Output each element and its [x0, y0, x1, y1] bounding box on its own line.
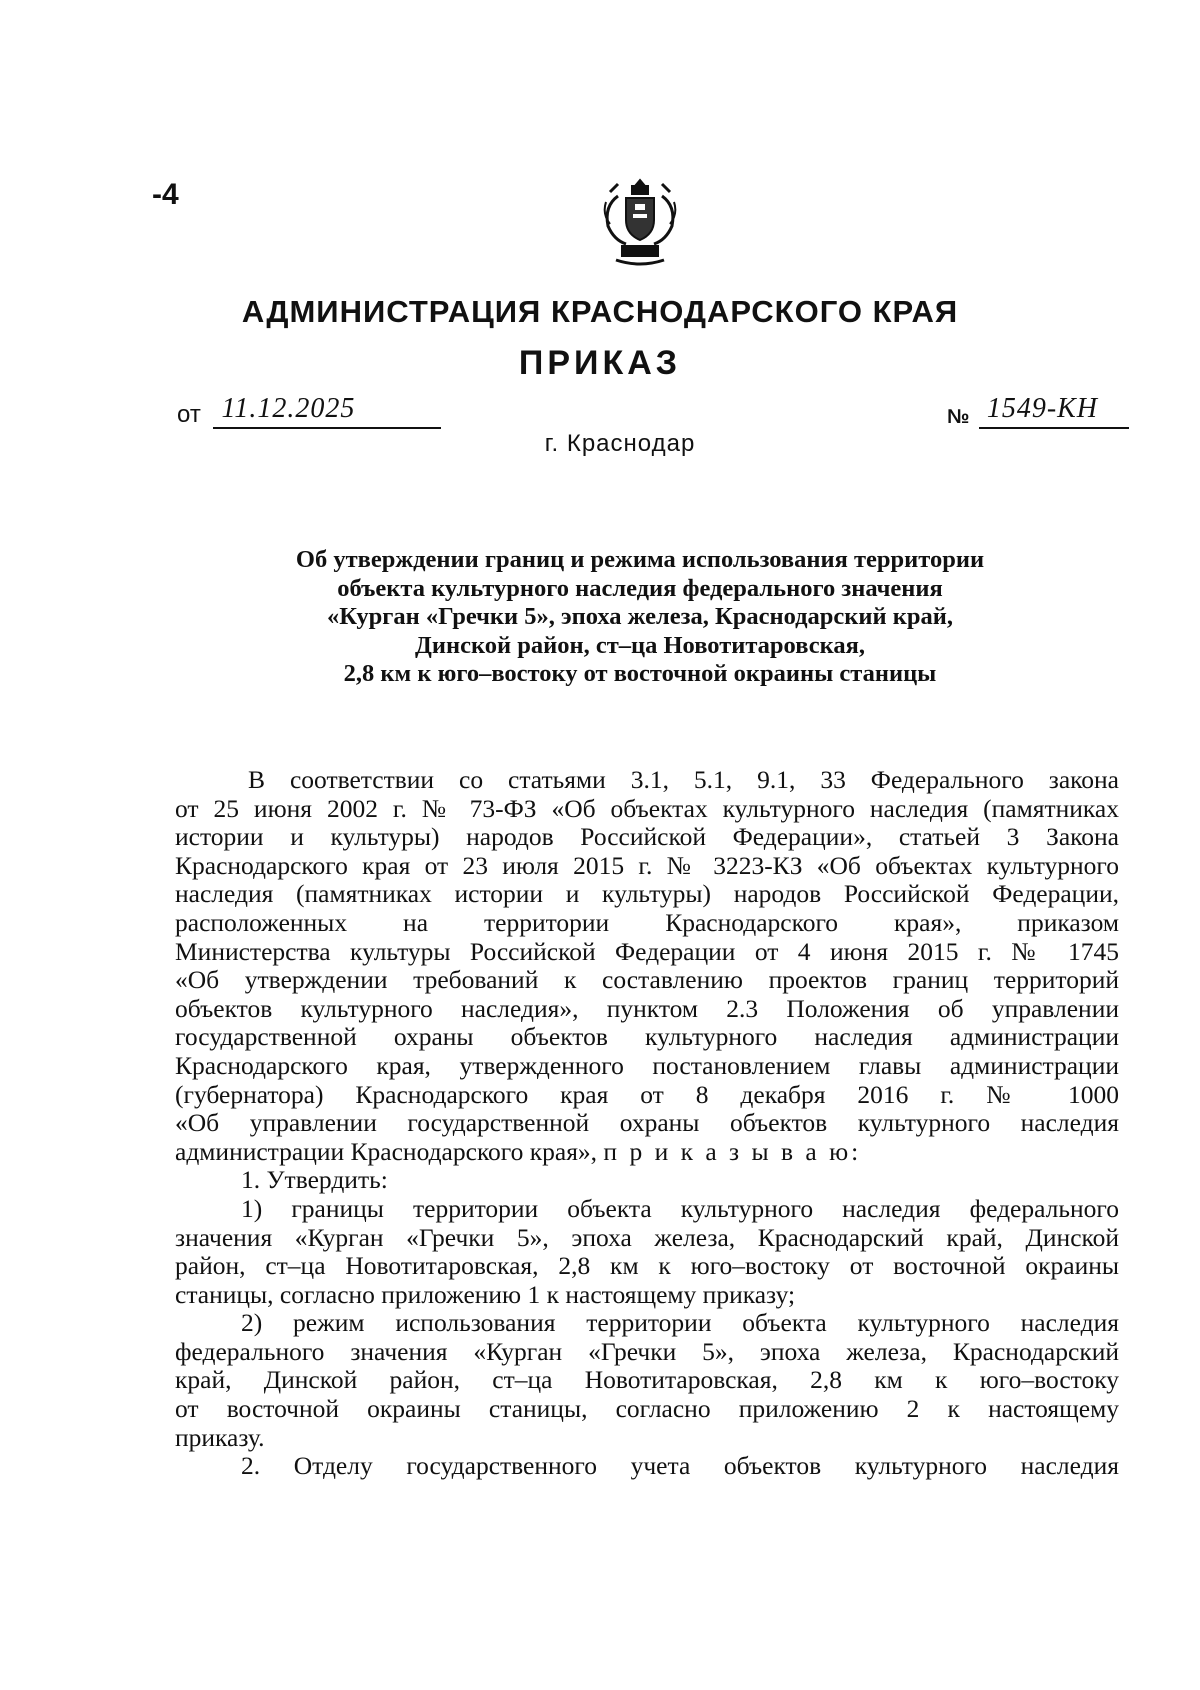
title-line: Об утверждении границ и режима использования территории	[295, 546, 985, 573]
sub-item-1-line: значения «Курган «Гречки 5», эпоха железа, Краснодарский край, Динской	[175, 1222, 1119, 1252]
sub-item-1-line: район, ст–ца Новотитаровская, 2,8 км к юго–востоку от восточной окраины	[175, 1251, 1119, 1281]
date-row	[177, 393, 441, 429]
coat-of-arms-emblem-icon	[600, 174, 680, 270]
body-line: расположенных на территории Краснодарского края», приказом	[175, 907, 1119, 937]
document-type: ПРИКАЗ	[518, 344, 682, 382]
body-line: объектов культурного наследия», пунктом 2.3 Положения об управлении	[175, 993, 1119, 1023]
sub-item-2-line: 2) режим использования территории объекта культурного наследия	[241, 1308, 1119, 1338]
city: г. Краснодар	[544, 430, 696, 457]
body-line: «Об утверждении требований к составлению проектов границ территорий	[175, 965, 1119, 995]
body-line-order	[175, 1138, 1119, 1167]
number-prefix: №	[947, 406, 970, 428]
body-line: «Об управлении государственной охраны объектов культурного наследия	[175, 1108, 1119, 1138]
date-prefix: от	[177, 401, 201, 428]
body-line: Краснодарского края от 23 июля 2015 г. № 3223-КЗ «Об объектах культурного	[175, 850, 1119, 880]
body-line: истории и культуры) народов Российской Федерации», статьей 3 Закона	[175, 822, 1119, 852]
body-line: (губернатора) Краснодарского края от 8 декабря 2016 г. № 1000	[175, 1079, 1119, 1109]
number-field	[979, 393, 1129, 429]
order-word: п р и к а з ы в а ю:	[603, 1136, 862, 1166]
title-line: «Курган «Гречки 5», эпоха железа, Краснодарский край,	[327, 603, 953, 630]
number-row	[947, 393, 1129, 429]
body-line: государственной охраны объектов культурного наследия администрации	[175, 1022, 1119, 1052]
organization-name: АДМИНИСТРАЦИЯ КРАСНОДАРСКОГО КРАЯ	[241, 294, 959, 329]
corner-mark: -4	[152, 178, 179, 211]
document-body	[175, 766, 1119, 1481]
body-line: от 25 июня 2002 г. № 73-ФЗ «Об объектах культурного наследия (памятниках	[175, 793, 1119, 823]
handwritten-number: 1549-КН	[986, 393, 1098, 424]
sub-item-2-line: приказу.	[175, 1422, 265, 1452]
item-2-line: 2. Отделу государственного учета объектов культурного наследия	[241, 1451, 1119, 1481]
sub-item-1-line: 1) границы территории объекта культурного наследия федерального	[241, 1193, 1119, 1223]
title-line: объекта культурного наследия федерального значения	[337, 574, 943, 602]
sub-item-2-line: федерального значения «Курган «Гречки 5», эпоха железа, Краснодарский	[175, 1336, 1119, 1366]
body-line: Министерства культуры Российской Федерации от 4 июня 2015 г. № 1745	[175, 936, 1119, 966]
date-field	[213, 393, 441, 429]
sub-item-2-line: от восточной окраины станицы, согласно приложению 2 к настоящему	[175, 1394, 1119, 1424]
title-line: 2,8 км к юго–востоку от восточной окраины станицы	[343, 660, 937, 687]
body-line: Краснодарского края, утвержденного постановлением главы администрации	[175, 1050, 1119, 1080]
sub-item-2-line: край, Динской район, ст–ца Новотитаровская, 2,8 км к юго–востоку	[175, 1365, 1119, 1395]
title-line: Динской район, ст–ца Новотитаровская,	[415, 631, 865, 659]
preamble-last-text: администрации Краснодарского края»,	[175, 1136, 598, 1166]
handwritten-date: 11.12.2025	[221, 393, 356, 424]
body-line: В соответствии со статьями 3.1, 5.1, 9.1, 33 Федерального закона	[248, 765, 1119, 794]
document-title	[200, 546, 1080, 689]
sub-item-1-line: станицы, согласно приложению 1 к настоящему приказу;	[175, 1279, 796, 1309]
item-1-heading: 1. Утвердить:	[241, 1165, 388, 1195]
body-line: наследия (памятниках истории и культуры) народов Российской Федерации,	[175, 879, 1119, 909]
